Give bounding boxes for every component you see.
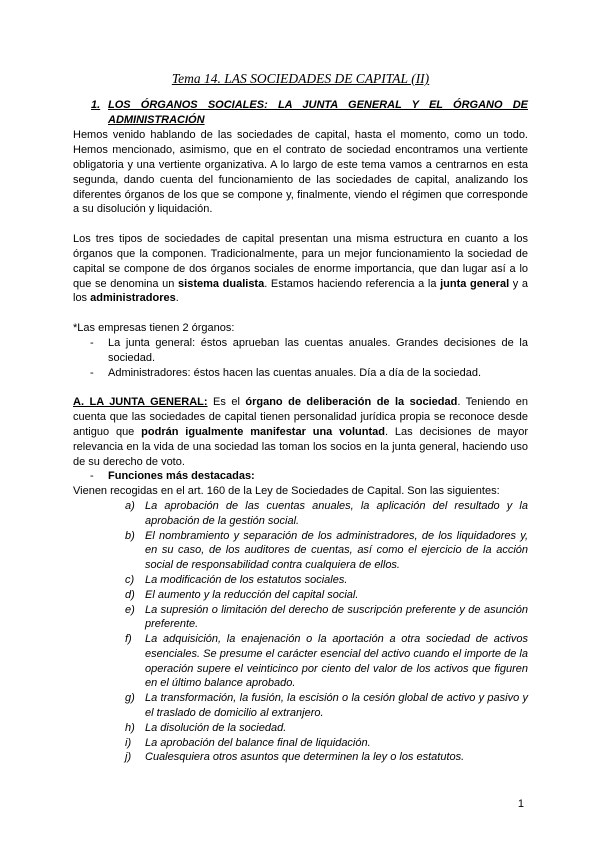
text-run: Los tres tipos de sociedades de capital presentan una misma estructura en cuanto a los órganos que la componen. Tradicionalmente, para un mejor funcionamiento la sociedad de capital se compone de dos órganos sociales de enorme importancia, que dan lugar así a lo que se denomina un <box>73 233 528 290</box>
list-item: - La junta general: éstos aprueban las cuentas anuales. Grandes decisiones de la sociedad. <box>90 336 528 364</box>
item-letter: c) <box>125 573 135 586</box>
list-item <box>125 573 528 588</box>
bold-run: administradores <box>90 292 176 305</box>
item-text: El nombramiento y separación de los administradores, de los liquidadores y, en su caso, de los auditores de cuentas, así como el ejercicio de la acción social de responsabilidad contra cualquiera de ellos. <box>145 529 528 572</box>
section-heading-text: LOS ÓRGANOS SOCIALES: LA JUNTA GENERAL Y EL ÓRGANO DE ADMINISTRACIÓN <box>108 98 528 126</box>
functions-intro: Vienen recogidas en el art. 160 de la Ley de Sociedades de Capital. Son las siguientes: <box>73 485 500 498</box>
functions-heading-text: Funciones más destacadas: <box>108 470 255 483</box>
text-run: . Teniendo en cuenta que las sociedades de capital tienen personalidad jurídica propia se reconoce desde antiguo que <box>73 396 529 438</box>
section-number: 1. <box>91 98 101 111</box>
item-text: La aprobación de las cuentas anuales, la aplicación del resultado y la aprobación de la gestión social. <box>145 499 528 527</box>
list-item <box>125 632 528 691</box>
bold-run: podrán igualmente manifestar una voluntad <box>141 425 385 438</box>
item-text: La disolución de la sociedad. <box>145 721 287 734</box>
item-letter: d) <box>125 588 135 601</box>
list-item <box>125 750 528 765</box>
item-letter: h) <box>125 721 135 734</box>
list-item <box>125 499 528 529</box>
text-run: y a los <box>73 277 529 305</box>
subsection-label: A. LA JUNTA GENERAL: <box>73 396 208 409</box>
section-heading <box>91 98 528 128</box>
bold-run: sistema dualista <box>178 277 265 290</box>
list-item-text: La junta general: éstos aprueban las cuentas anuales. Grandes decisiones de la sociedad. <box>108 336 528 364</box>
item-letter: i) <box>125 736 132 749</box>
page-title: Tema 14. LAS SOCIEDADES DE CAPITAL (II) <box>171 71 430 86</box>
organs-paragraph <box>73 232 528 306</box>
item-text: Cualesquiera otros asuntos que determinen la ley o los estatutos. <box>145 751 465 764</box>
list-item <box>125 721 528 736</box>
item-letter: e) <box>125 603 135 616</box>
item-letter: a) <box>125 499 135 512</box>
item-text: La modificación de los estatutos sociales. <box>145 573 348 586</box>
bold-run: junta general <box>440 277 510 290</box>
note-intro: *Las empresas tienen 2 órganos: <box>73 322 235 335</box>
item-text: El aumento y la reducción del capital social. <box>145 588 359 601</box>
item-text: La supresión o limitación del derecho de suscripción preferente y de asunción preferente. <box>145 603 528 631</box>
text-run: . Las decisiones de mayor relevancia en la vida de una sociedad las toman los socios en la junta general, haciendo uso de su derecho de voto. <box>73 425 528 468</box>
list-item <box>125 736 528 751</box>
item-letter: f) <box>125 633 132 646</box>
functions-heading: - Funciones más destacadas: <box>90 470 255 483</box>
item-letter: b) <box>125 529 135 542</box>
text-run: Es el <box>207 396 246 409</box>
document-page <box>73 72 528 765</box>
text-run: . Estamos haciendo referencia a la <box>264 277 441 290</box>
list-item <box>125 691 528 721</box>
list-item-text: Administradores: éstos hacen las cuentas anuales. Día a día de la sociedad. <box>108 366 482 379</box>
list-item <box>125 588 528 603</box>
note-list <box>73 336 528 380</box>
item-text: La transformación, la fusión, la escisión o la cesión global de activo y pasivo y el traslado de domicilio al extranjero. <box>145 692 528 720</box>
item-letter: g) <box>125 692 135 705</box>
bold-run: órgano de deliberación de la sociedad <box>245 396 458 409</box>
item-letter: j) <box>125 751 132 764</box>
item-text: La adquisición, la enajenación o la aportación a otra sociedad de activos esenciales. Se presume el carácter esencial del activo cuando el importe de la operación supere el veinticinco por ciento del valor de los activos que figuren en el último balance aprobado. <box>145 633 528 690</box>
item-text: La aprobación del balance final de liquidación. <box>145 736 371 749</box>
list-item: - Administradores: éstos hacen las cuentas anuales. Día a día de la sociedad. <box>90 366 528 381</box>
page-number: 1 <box>517 798 524 810</box>
text-run: . <box>175 292 179 305</box>
functions-list <box>73 499 528 765</box>
junta-general-paragraph <box>73 395 528 469</box>
intro-paragraph: Hemos venido hablando de las sociedades de capital, hasta el momento, como un todo. Hemos mencionado, asimismo, que en el contrato de sociedad encontramos una vertiente obligatoria y una vertiente organizativa. A lo largo de este tema vamos a centrarnos en esta segunda, dando cuenta del funcionamiento de las sociedades de capital, analizando los diferentes órganos de los que se compone y, finalmente, viendo el régimen que corresponde a su disolución y liquidación. <box>73 129 528 216</box>
list-item <box>125 529 528 573</box>
list-item <box>125 603 528 633</box>
